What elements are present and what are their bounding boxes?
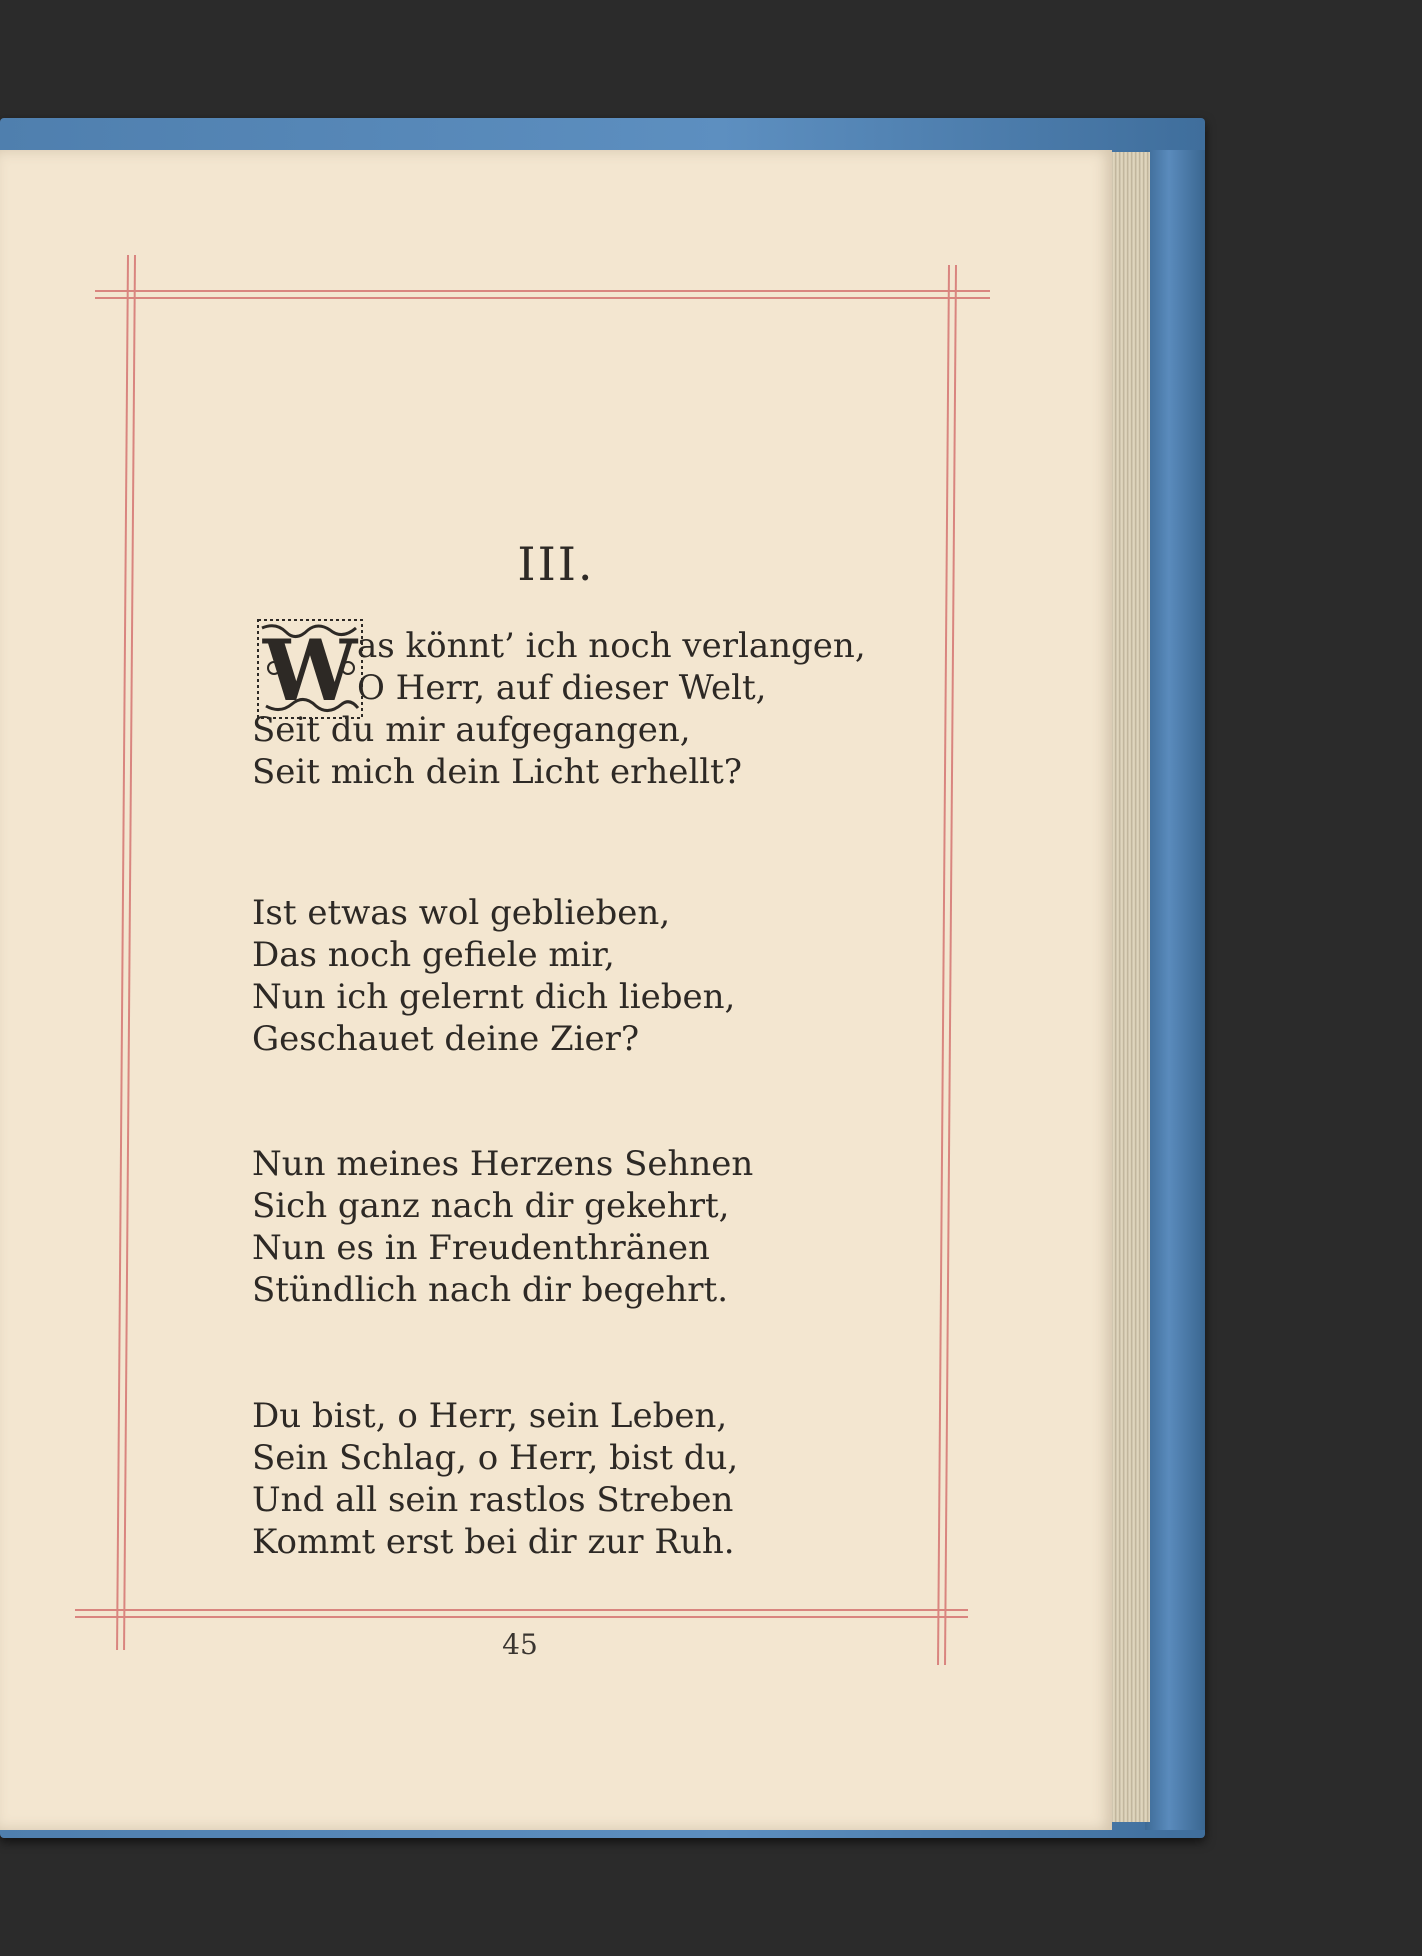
stanza-2-line-2: Das noch gefiele mir, [252, 935, 615, 975]
stanza-4-line-3: Und all sein rastlos Streben [252, 1480, 734, 1520]
stanza-3-line-4: Stündlich nach dir begehrt. [252, 1270, 729, 1310]
dropcap-letter: W [262, 621, 358, 720]
frame-rule-right [937, 265, 949, 1665]
stanza-3 [252, 1143, 753, 1311]
stanza-2-line-4: Geschauet deine Zier? [252, 1019, 640, 1059]
stanza-1 [252, 625, 866, 793]
frame-rule-bottom-2 [75, 1616, 968, 1618]
stanza-1-line-2: O Herr, auf dieser Welt, [357, 668, 767, 708]
stanza-4-line-2: Sein Schlag, o Herr, bist du, [252, 1438, 739, 1478]
stanza-2-line-1: Ist etwas wol geblieben, [252, 893, 671, 933]
frame-rule-top [95, 290, 990, 292]
stanza-4 [252, 1395, 738, 1563]
poem-heading: III. [517, 537, 595, 591]
page-number: 45 [502, 1628, 538, 1661]
stanza-4-line-1: Du bist, o Herr, sein Leben, [252, 1396, 728, 1436]
stanza-2 [252, 892, 735, 1060]
stanza-3-line-1: Nun meines Herzens Sehnen [252, 1144, 754, 1184]
stanza-1-line-1-rest: as könnt’ ich noch verlangen, [357, 626, 866, 666]
frame-rule-left [116, 255, 128, 1650]
stanza-1-line-3: Seit du mir aufgegangen, [252, 710, 691, 750]
stanza-3-line-3: Nun es in Freudenthränen [252, 1228, 710, 1268]
frame-rule-bottom [75, 1609, 968, 1611]
stanza-3-line-2: Sich ganz nach dir gekehrt, [252, 1186, 730, 1226]
book-cover-edge [1145, 150, 1205, 1830]
stanza-4-line-4: Kommt erst bei dir zur Ruh. [252, 1522, 735, 1562]
stanza-2-line-3: Nun ich gelernt dich lieben, [252, 977, 736, 1017]
stanza-1-line-4: Seit mich dein Licht erhellt? [252, 752, 742, 792]
frame-rule-top-2 [95, 297, 990, 299]
